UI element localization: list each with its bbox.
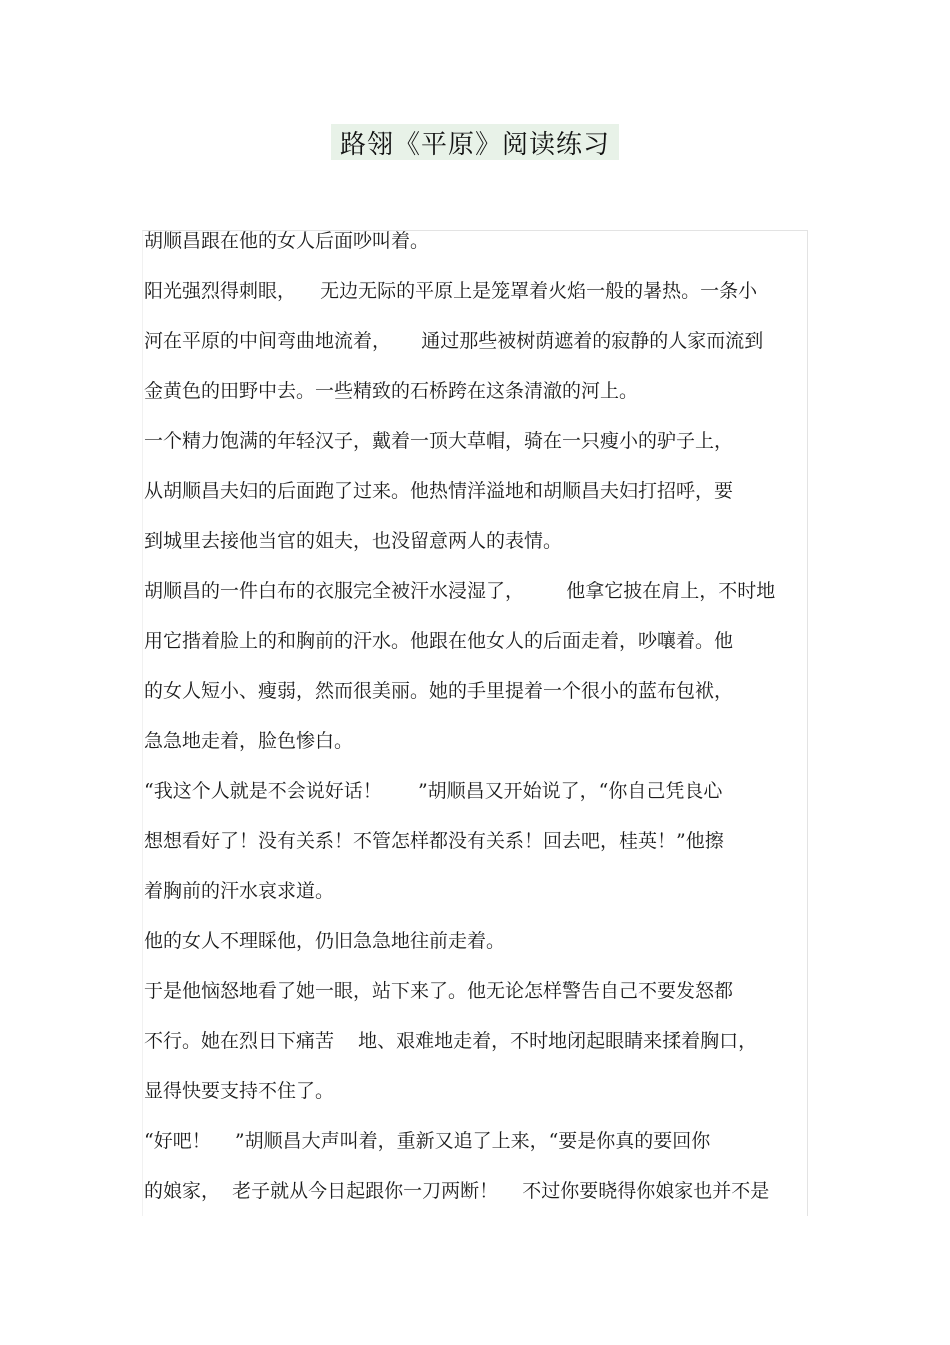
text-line: 用它揩着脸上的和胸前的汗水。他跟在他女人的后面走着，吵嚷着。他 bbox=[144, 630, 734, 652]
text-line: 胡顺昌的一件白布的衣服完全被汗水浸湿了， 他拿它披在肩上，不时地 bbox=[144, 580, 776, 602]
text-line: 金黄色的田野中去。一些精致的石桥跨在这条清澈的河上。 bbox=[144, 380, 639, 402]
text-line: 急急地走着，脸色惨白。 bbox=[144, 730, 354, 752]
text-line: “我这个人就是不会说好话！ ”胡顺昌又开始说了，“你自己凭良心 bbox=[144, 780, 723, 802]
text-line: 的娘家， 老子就从今日起跟你一刀两断！ 不过你要晓得你娘家也并不是 bbox=[144, 1180, 770, 1202]
text-line: 于是他恼怒地看了她一眼，站下来了。他无论怎样警告自己不要发怒都 bbox=[144, 980, 734, 1002]
text-line: 着胸前的汗水哀求道。 bbox=[144, 880, 335, 902]
text-line: 从胡顺昌夫妇的后面跑了过来。他热情洋溢地和胡顺昌夫妇打招呼，要 bbox=[144, 480, 734, 502]
text-line: 的女人短小、瘦弱，然而很美丽。她的手里提着一个很小的蓝布包袱， bbox=[144, 680, 734, 702]
text-line: 胡顺昌跟在他的女人后面吵叫着。 bbox=[144, 230, 430, 252]
text-line: 一个精力饱满的年轻汉子，戴着一顶大草帽，骑在一只瘦小的驴子上， bbox=[144, 430, 734, 452]
text-line: 阳光强烈得刺眼， 无边无际的平原上是笼罩着火焰一般的暑热。一条小 bbox=[144, 280, 758, 302]
text-line: 河在平原的中间弯曲地流着， 通过那些被树荫遮着的寂静的人家而流到 bbox=[144, 330, 764, 352]
text-line: 到城里去接他当官的姐夫，也没留意两人的表情。 bbox=[144, 530, 563, 552]
text-frame bbox=[142, 230, 808, 1216]
text-line: 显得快要支持不住了。 bbox=[144, 1080, 335, 1102]
text-line: “好吧！ ”胡顺昌大声叫着，重新又追了上来，“要是你真的要回你 bbox=[144, 1130, 711, 1152]
title-highlight bbox=[331, 124, 619, 160]
text-line: 他的女人不理睬他，仍旧急急地往前走着。 bbox=[144, 930, 506, 952]
text-line: 想想看好了！没有关系！不管怎样都没有关系！回去吧，桂英！”他擦 bbox=[144, 830, 724, 852]
page-title: 路翎《平原》阅读练习 bbox=[339, 129, 610, 160]
text-line: 不行。她在烈日下痛苦 地、艰难地走着，不时地闭起眼睛来揉着胸口， bbox=[144, 1030, 758, 1052]
